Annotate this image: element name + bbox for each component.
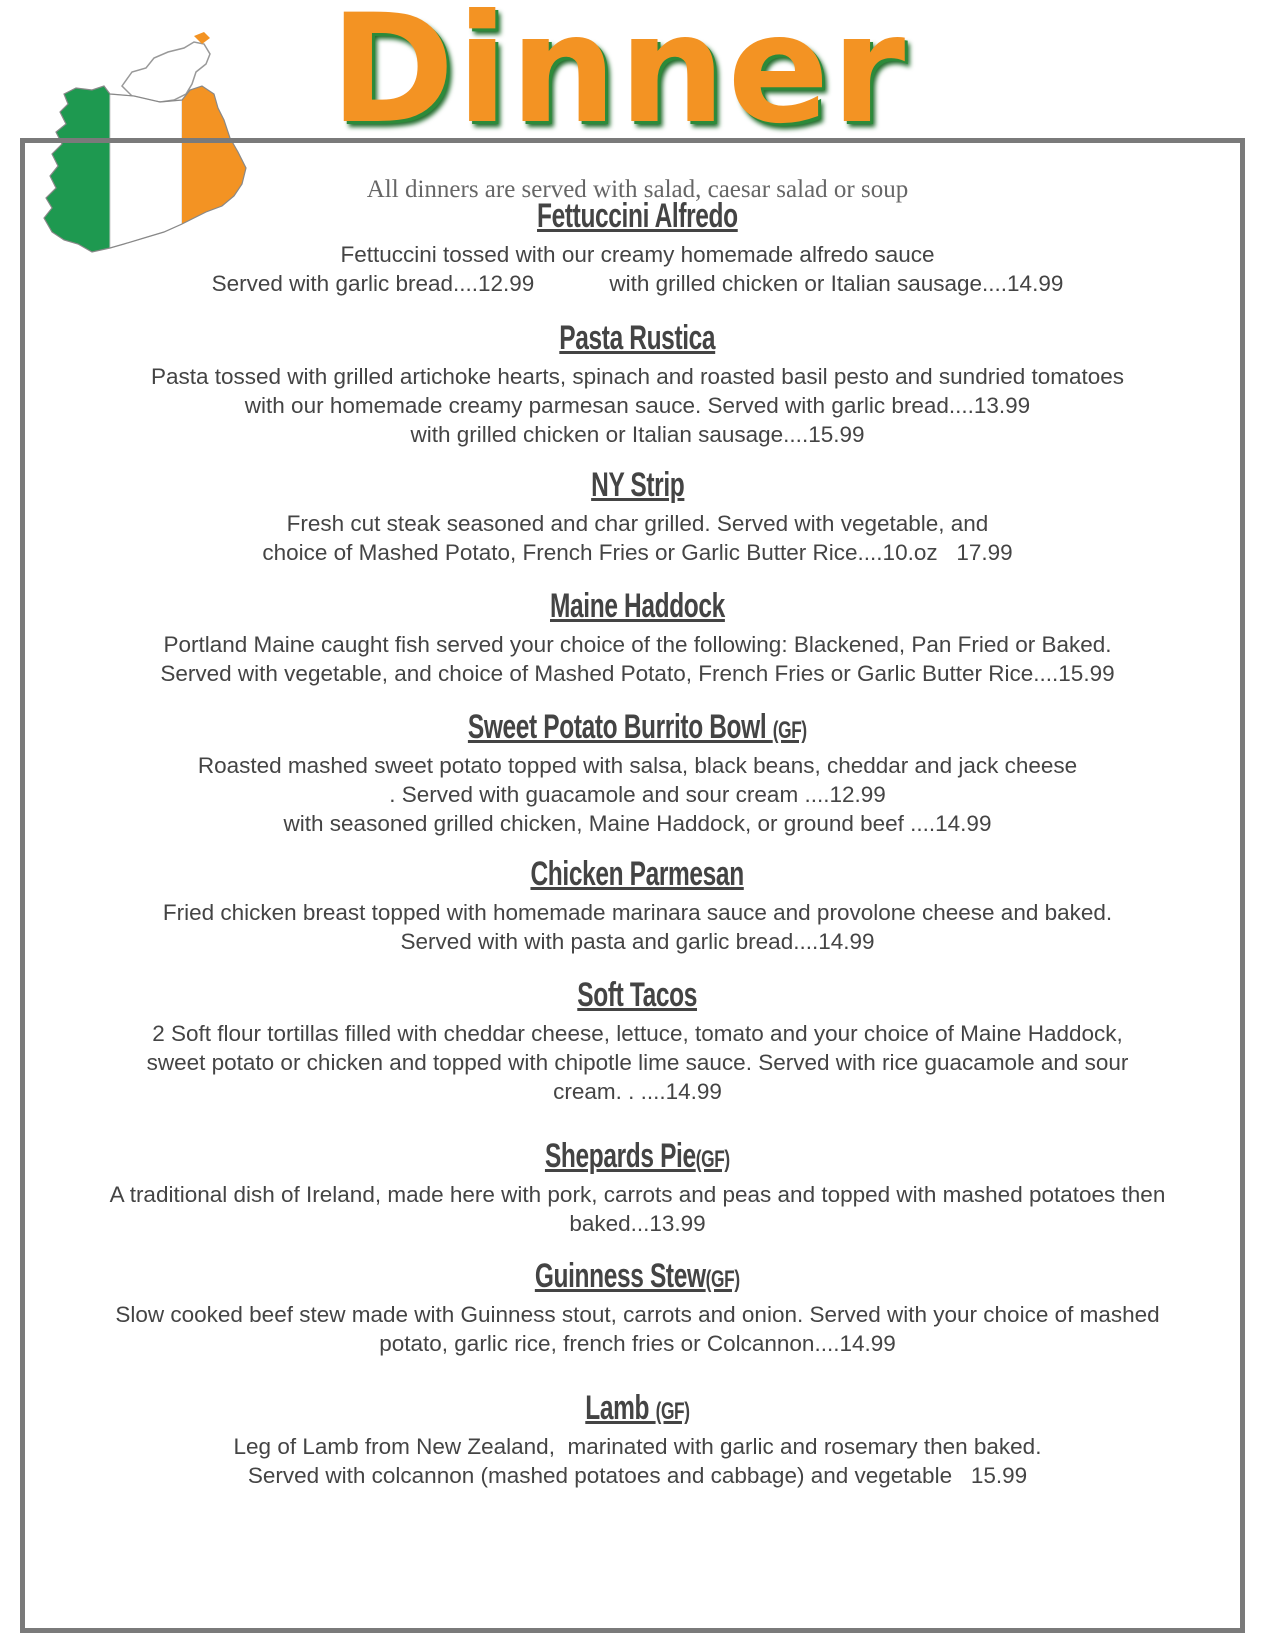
item-description: choice of Mashed Potato, French Fries or Garlic Butter Rice....10.oz 17.99 [262,540,1013,565]
menu-item-lamb [40,1388,1235,1490]
item-title: Shepards Pie(GF) [545,1137,730,1175]
item-description: Fettuccini tossed with our creamy homemade alfredo sauce [340,242,935,267]
menu-item-chicken-parmesan [40,854,1235,956]
item-description: Served with with pasta and garlic bread....14.99 [400,929,875,954]
item-description: baked...13.99 [569,1211,706,1236]
item-description: Served with vegetable, and choice of Mashed Potato, French Fries or Garlic Butter Rice....15.99 [160,661,1115,686]
item-description: with seasoned grilled chicken, Maine Haddock, or ground beef ....14.99 [283,811,992,836]
item-title: Fettuccini Alfredo [537,197,738,235]
item-description: Portland Maine caught fish served your choice of the following: Blackened, Pan Fried or Baked. [163,632,1112,657]
item-description: Fried chicken breast topped with homemade marinara sauce and provolone cheese and baked. [162,900,1113,925]
item-description: with grilled chicken or Italian sausage....15.99 [410,422,865,447]
item-description: . Served with guacamole and sour cream ....12.99 [389,782,886,807]
item-description: Slow cooked beef stew made with Guinness stout, carrots and onion. Served with your choice of mashed [115,1302,1160,1327]
item-description: sweet potato or chicken and topped with chipotle lime sauce. Served with rice guacamole and sour [146,1050,1129,1075]
page-title: Dinner [330,0,908,157]
item-description: A traditional dish of Ireland, made here with pork, carrots and peas and topped with mashed potatoes then [109,1182,1166,1207]
item-description: Pasta tossed with grilled artichoke hearts, spinach and roasted basil pesto and sundried tomatoes [150,364,1125,389]
menu-item-maine-haddock [40,586,1235,688]
item-title: Maine Haddock [550,587,725,625]
menu-item-fettuccini-alfredo [40,196,1235,298]
item-description: cream. . ....14.99 [553,1079,722,1104]
item-description: with our homemade creamy parmesan sauce. Served with garlic bread....13.99 [244,393,1031,418]
menu-item-guinness-stew [40,1256,1235,1358]
item-title: Soft Tacos [577,976,698,1014]
menu-item-soft-tacos [40,975,1235,1106]
item-description: Fresh cut steak seasoned and char grilled. Served with vegetable, and [286,511,989,536]
item-title: Chicken Parmesan [530,855,745,893]
item-title: Lamb (GF) [585,1389,690,1427]
item-title: Guinness Stew(GF) [535,1257,740,1295]
menu-item-pasta-rustica [40,318,1235,449]
item-title: Pasta Rustica [559,319,716,357]
item-title: NY Strip [590,466,685,504]
item-description: Served with colcannon (mashed potatoes and cabbage) and vegetable 15.99 [247,1463,1028,1488]
item-description: 2 Soft flour tortillas filled with cheddar cheese, lettuce, tomato and your choice of Maine Haddock, [152,1021,1123,1046]
menu-subtitle: All dinners are served with salad, caesar salad or soup [366,176,909,203]
item-description: Leg of Lamb from New Zealand, marinated with garlic and rosemary then baked. [233,1434,1042,1459]
item-description: Roasted mashed sweet potato topped with salsa, black beans, cheddar and jack cheese [197,753,1078,778]
item-description: potato, garlic rice, french fries or Colcannon....14.99 [379,1331,896,1356]
menu-item-sweet-potato-burrito-bowl [40,707,1235,838]
menu-item-ny-strip [40,465,1235,567]
menu-item-shepards-pie [40,1136,1235,1238]
item-description: Served with garlic bread....12.99 with grilled chicken or Italian sausage....14.99 [211,271,1064,296]
item-title: Sweet Potato Burrito Bowl (GF) [468,708,807,746]
